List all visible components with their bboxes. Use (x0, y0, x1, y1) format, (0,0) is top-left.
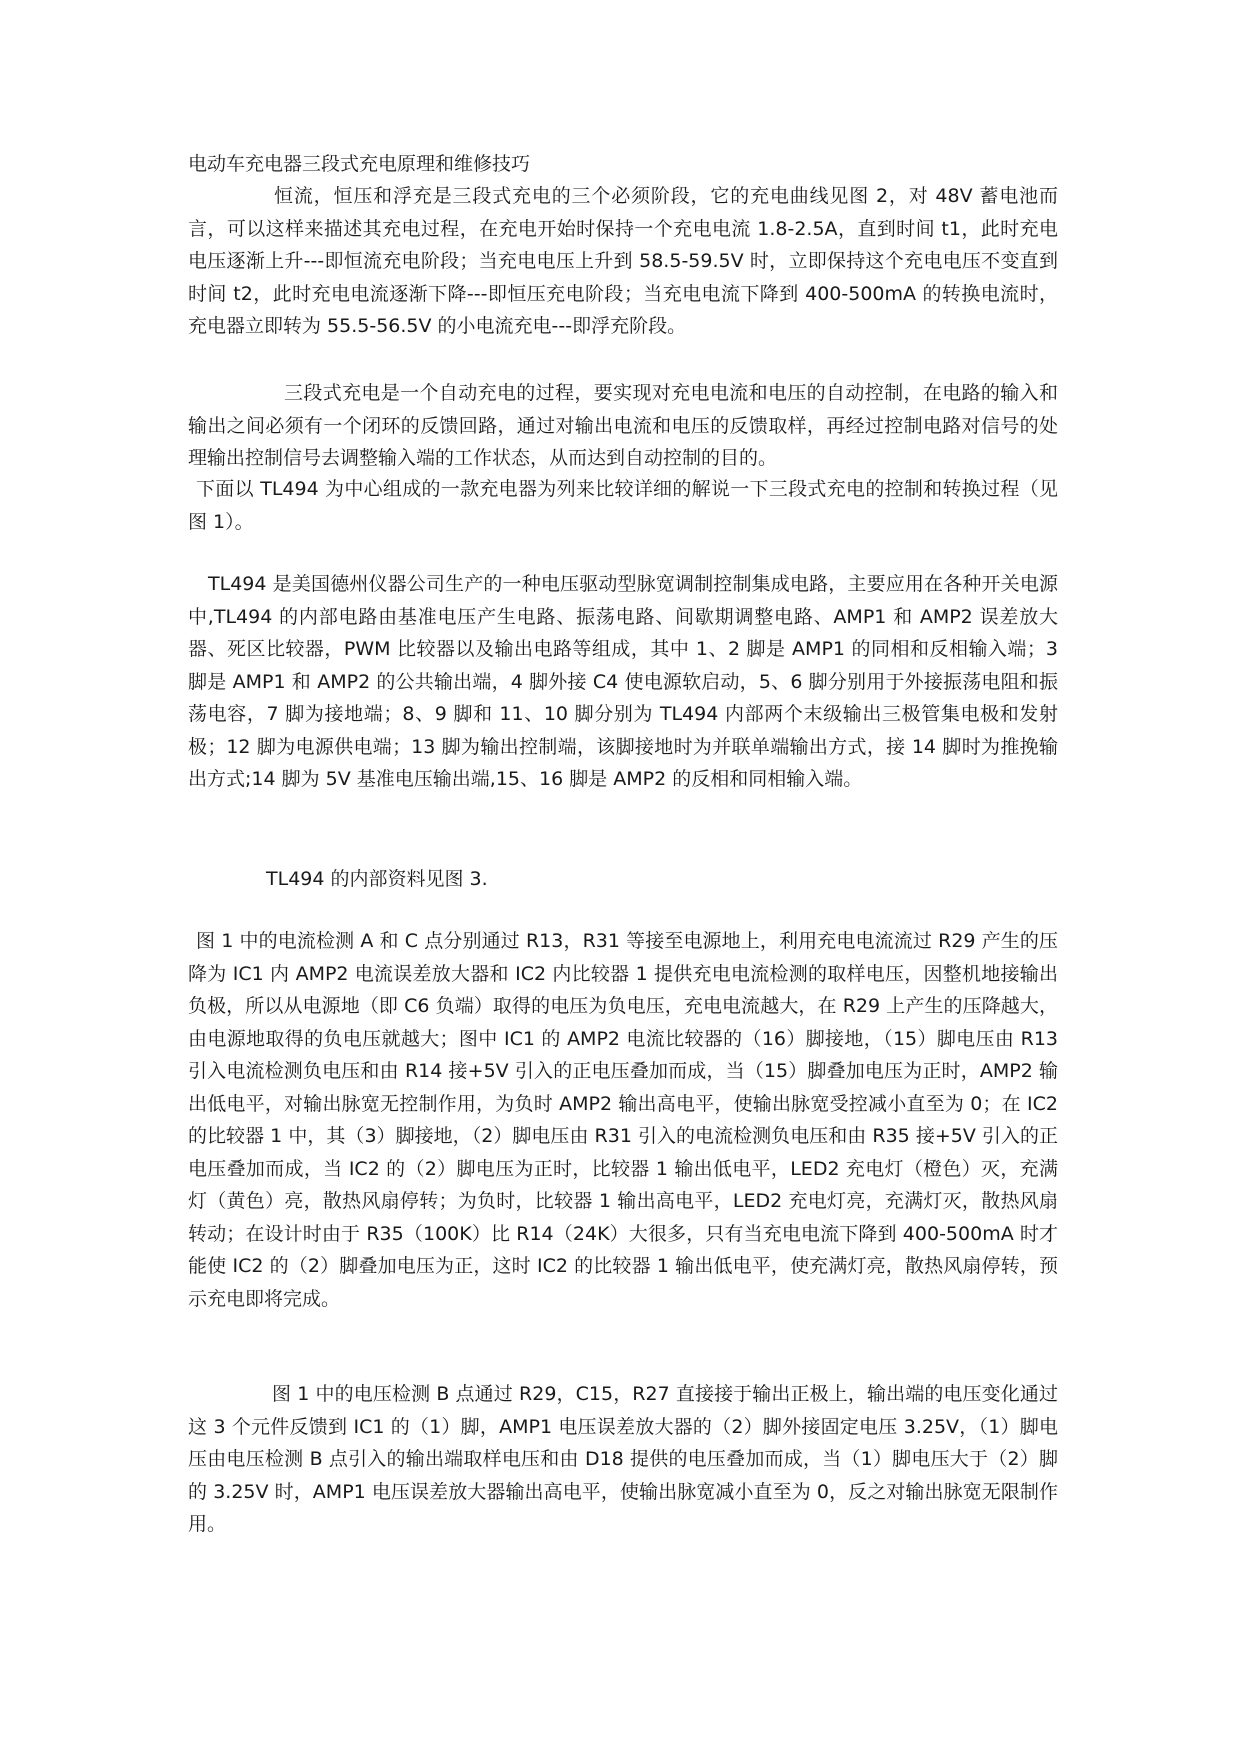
paragraph-tl494-example-intro: 下面以 TL494 为中心组成的一款充电器为列来比较详细的解说一下三段式充电的控制和转换过程（见图 1）。 (188, 478, 1058, 533)
paragraph-three-stage-overview: 恒流，恒压和浮充是三段式充电的三个必须阶段，它的充电曲线见图 2，对 48V 蓄电池而言，可以这样来描述其充电过程，在充电开始时保持一个充电电流 1.8-2.5A，直到时间 t1，此时充电电压逐渐上升---即恒流充电阶段；当充电电压上升到 58.5-59.5V 时，立即保持这个充电电压不变直到时间 t2，此时充电电流逐渐下降---即恒压充电阶段；当充电电流下降到 400-500mA 的转换电流时，充电器立即转为 55.5-56.5V 的小电流充电---即浮充阶段。 (188, 185, 1058, 337)
paragraph-voltage-detection: 图 1 中的电压检测 B 点通过 R29，C15，R27 直接接于输出正极上，输出端的电压变化通过这 3 个元件反馈到 IC1 的（1）脚，AMP1 电压误差放大器的（2）脚外接固定电压 3.25V，（1）脚电压由电压检测 B 点引入的输出端取样电压和由 D18 提供的电压叠加而成，当（1）脚电压大于（2）脚的 3.25V 时，AMP1 电压误差放大器输出高电平，使输出脉宽减小直至为 0，反之对输出脉宽无限制作用。 (188, 1383, 1058, 1535)
paragraph-closed-loop-control: 三段式充电是一个自动充电的过程，要实现对充电电流和电压的自动控制，在电路的输入和输出之间必须有一个闭环的反馈回路，通过对输出电流和电压的反馈取样，再经过控制电路对信号的处理输出控制信号去调整输入端的工作状态，从而达到自动控制的目的。 (188, 382, 1058, 469)
paragraph-tl494-pin-description: TL494 是美国德州仪器公司生产的一种电压驱动型脉宽调制控制集成电路，主要应用在各种开关电源中,TL494 的内部电路由基准电压产生电路、振荡电路、间歇期调整电路、AMP1 和 AMP2 误差放大器、死区比较器，PWM 比较器以及输出电路等组成，其中 1、2 脚是 AMP1 的同相和反相输入端；3 脚是 AMP1 和 AMP2 的公共输出端，4 脚外接 C4 使电源软启动，5、6 脚分别用于外接振荡电阻和振荡电容，7 脚为接地端；8、9 脚和 11、10 脚分别为 TL494 内部两个末级输出三极管集电极和发射极；12 脚为电源供电端；13 脚为输出控制端，该脚接地时为并联单端输出方式，接 14 脚时为推挽输出方式;14 脚为 5V 基准电压输出端,15、16 脚是 AMP2 的反相和同相输入端。 (188, 573, 1058, 790)
document-title: 电动车充电器三段式充电原理和维修技巧 (188, 153, 531, 175)
paragraph-tl494-internal-reference: TL494 的内部资料见图 3. (266, 868, 488, 890)
paragraph-current-detection: 图 1 中的电流检测 A 和 C 点分别通过 R13，R31 等接至电源地上，利用充电电流流过 R29 产生的压降为 IC1 内 AMP2 电流误差放大器和 IC2 内比较器 1 提供充电电流检测的取样电压，因整机地接输出负极，所以从电源地（即 C6 负端）取得的电压为负电压，充电电流越大，在 R29 上产生的压降越大，由电源地取得的负电压就越大；图中 IC1 的 AMP2 电流比较器的（16）脚接地，（15）脚电压由 R13 引入电流检测负电压和由 R14 接+5V 引入的正电压叠加而成，当（15）脚叠加电压为正时，AMP2 输出低电平，对输出脉宽无控制作用，为负时 AMP2 输出高电平，使输出脉宽受控减小直至为 0；在 IC2 的比较器 1 中，其（3）脚接地，（2）脚电压由 R31 引入的电流检测负电压和由 R35 接+5V 引入的正电压叠加而成，当 IC2 的（2）脚电压为正时，比较器 1 输出低电平，LED2 充电灯（橙色）灭，充满灯（黄色）亮，散热风扇停转；为负时，比较器 1 输出高电平，LED2 充电灯亮，充满灯灭，散热风扇转动；在设计时由于 R35（100K）比 R14（24K）大很多，只有当充电电流下降到 400-500mA 时才能使 IC2 的（2）脚叠加电压为正，这时 IC2 的比较器 1 输出低电平，使充满灯亮，散热风扇停转，预示充电即将完成。 (188, 930, 1058, 1310)
